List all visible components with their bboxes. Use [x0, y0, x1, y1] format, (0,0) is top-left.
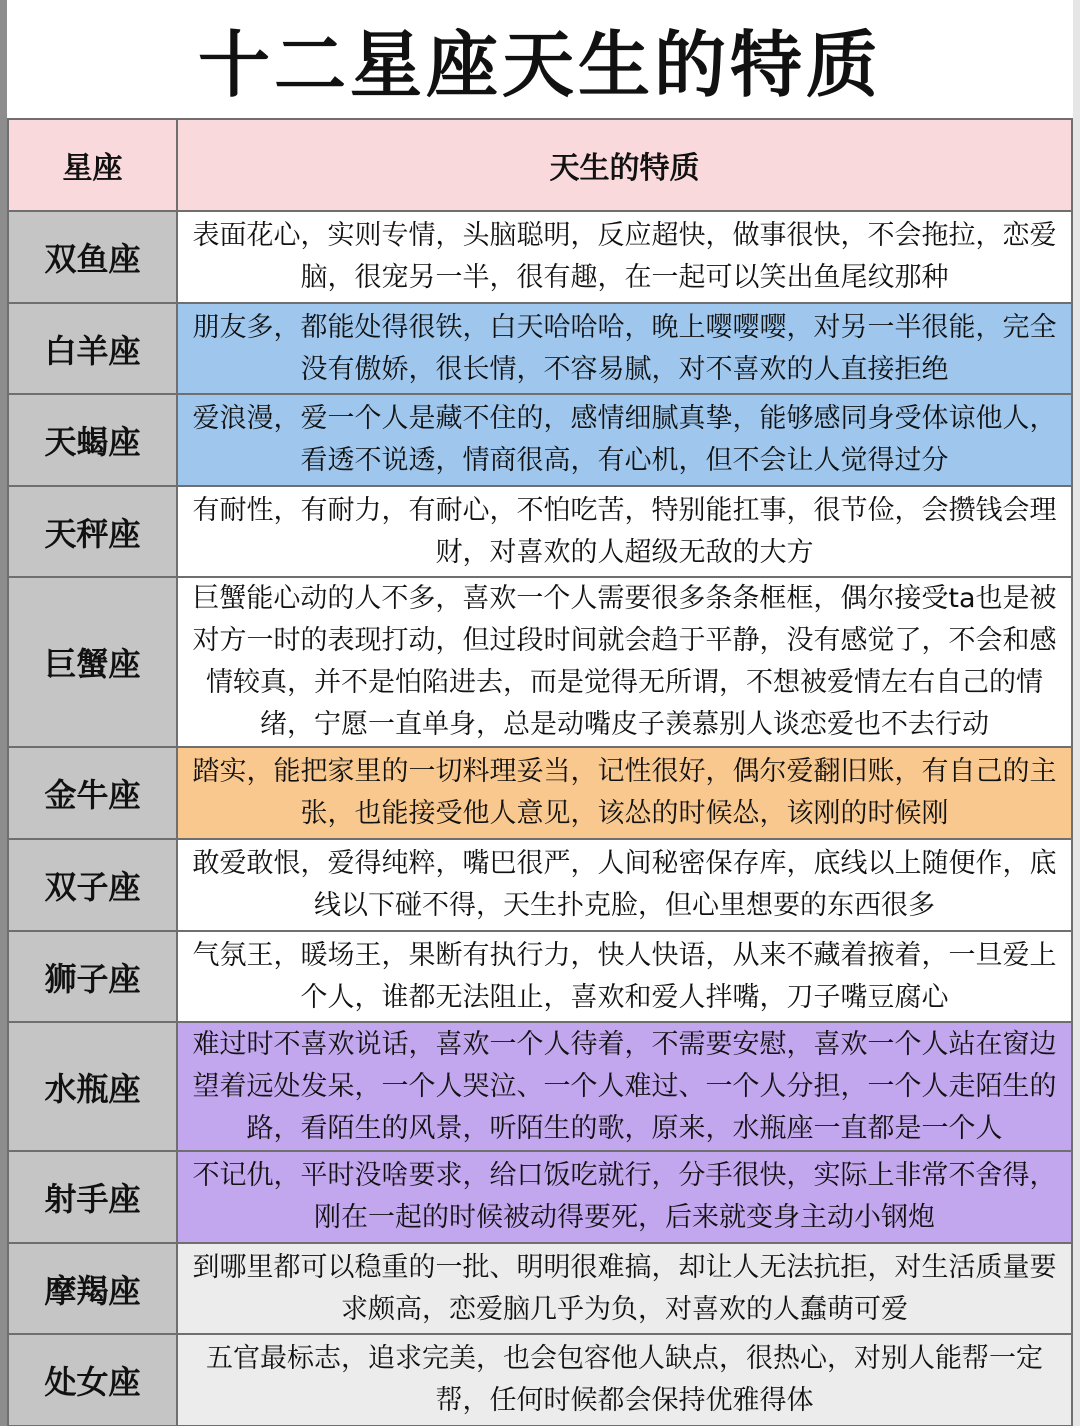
table-row [8, 747, 1072, 839]
trait-cell: 朋友多，都能处得很铁，白天哈哈哈，晚上嘤嘤嘤，对另一半很能，完全没有傲娇，很长情，不容易腻，对不喜欢的人直接拒绝 [177, 303, 1072, 394]
table-row [8, 394, 1072, 486]
table-row [8, 839, 1072, 931]
table-row [8, 931, 1072, 1022]
table-row [8, 1334, 1072, 1426]
trait-cell: 有耐性，有耐力，有耐心，不怕吃苦，特别能扛事，很节俭，会攒钱会理财，对喜欢的人超级无敌的大方 [177, 486, 1072, 577]
table-row [8, 1243, 1072, 1334]
trait-cell: 难过时不喜欢说话，喜欢一个人待着，不需要安慰，喜欢一个人站在窗边望着远处发呆，一个人哭泣、一个人难过、一个人分担，一个人走陌生的路，看陌生的风景，听陌生的歌，原来，水瓶座一直都是一个人 [177, 1022, 1072, 1151]
trait-cell: 踏实，能把家里的一切料理妥当，记性很好，偶尔爱翻旧账，有自己的主张，也能接受他人意见，该怂的时候怂，该刚的时候刚 [177, 747, 1072, 839]
sign-cell: 白羊座 [8, 303, 177, 394]
left-frame-edge [0, 0, 7, 1426]
table-row [8, 577, 1072, 747]
sign-cell: 天蝎座 [8, 394, 177, 486]
table-header-row [8, 119, 1072, 211]
header-trait: 天生的特质 [177, 119, 1072, 211]
trait-cell: 表面花心，实则专情，头脑聪明，反应超快，做事很快，不会拖拉，恋爱脑，很宠另一半，很有趣，在一起可以笑出鱼尾纹那种 [177, 211, 1072, 303]
trait-cell: 到哪里都可以稳重的一批、明明很难搞，却让人无法抗拒，对生活质量要求颇高，恋爱脑几乎为负，对喜欢的人蠢萌可爱 [177, 1243, 1072, 1334]
sign-cell: 巨蟹座 [8, 577, 177, 747]
sign-cell: 狮子座 [8, 931, 177, 1022]
trait-cell: 气氛王，暖场王，果断有执行力，快人快语，从来不藏着掖着，一旦爱上个人，谁都无法阻止，喜欢和爱人拌嘴，刀子嘴豆腐心 [177, 931, 1072, 1022]
sign-cell: 水瓶座 [8, 1022, 177, 1151]
sign-cell: 射手座 [8, 1151, 177, 1243]
table-row [8, 1151, 1072, 1243]
header-sign: 星座 [8, 119, 177, 211]
sign-cell: 双子座 [8, 839, 177, 931]
trait-cell: 五官最标志，追求完美，也会包容他人缺点，很热心，对别人能帮一定帮，任何时候都会保持优雅得体 [177, 1334, 1072, 1426]
sign-cell: 金牛座 [8, 747, 177, 839]
sign-cell: 双鱼座 [8, 211, 177, 303]
traits-table [7, 118, 1073, 1426]
sign-cell: 处女座 [8, 1334, 177, 1426]
trait-cell: 不记仇，平时没啥要求，给口饭吃就行，分手很快，实际上非常不舍得，刚在一起的时候被动得要死，后来就变身主动小钢炮 [177, 1151, 1072, 1243]
table-row [8, 211, 1072, 303]
table-row [8, 1022, 1072, 1151]
sign-cell: 天秤座 [8, 486, 177, 577]
trait-cell: 巨蟹能心动的人不多，喜欢一个人需要很多条条框框，偶尔接受ta也是被对方一时的表现打动，但过段时间就会趋于平静，没有感觉了，不会和感情较真，并不是怕陷进去，而是觉得无所谓，不想被爱情左右自己的情绪，宁愿一直单身，总是动嘴皮子羡慕别人谈恋爱也不去行动 [177, 577, 1072, 747]
trait-cell: 敢爱敢恨，爱得纯粹，嘴巴很严，人间秘密保存库，底线以上随便作，底线以下碰不得，天生扑克脸，但心里想要的东西很多 [177, 839, 1072, 931]
table-row [8, 486, 1072, 577]
table-row [8, 303, 1072, 394]
right-frame-edge [1073, 0, 1080, 1426]
trait-cell: 爱浪漫，爱一个人是藏不住的，感情细腻真挚，能够感同身受体谅他人，看透不说透，情商很高，有心机，但不会让人觉得过分 [177, 394, 1072, 486]
sign-cell: 摩羯座 [8, 1243, 177, 1334]
page-title: 十二星座天生的特质 [197, 23, 882, 107]
